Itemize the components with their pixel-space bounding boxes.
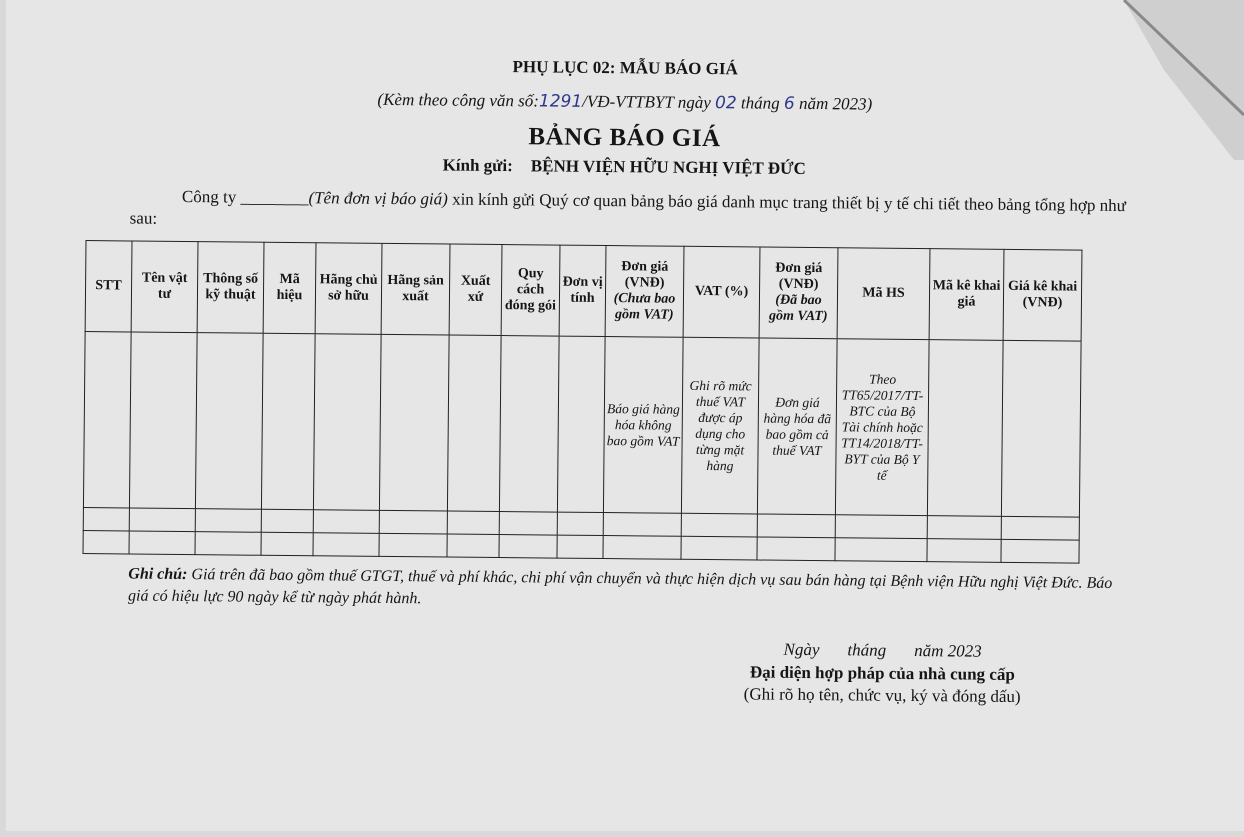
table-cell [1001,516,1079,540]
column-header [197,242,264,334]
column-header [131,241,198,333]
column-header-label: Thông số kỹ thuật [203,271,259,303]
column-header [837,248,930,340]
column-header [929,249,1004,341]
table-cell [499,512,557,536]
table-cell [447,534,499,557]
table-cell [379,533,447,557]
table-cell [927,539,1001,563]
table-cell [557,535,603,558]
table-cell [499,336,559,513]
column-header-label: Giá kê khai (VNĐ) [1007,278,1078,311]
column-header-label: Hãng sản xuất [387,272,444,305]
table-cell [447,335,501,511]
month-label: tháng [740,93,780,113]
table-cell [757,514,835,538]
column-header [605,246,684,338]
column-header-label: Đơn giá (VNĐ) [775,260,823,293]
column-header [315,243,382,335]
attachment-line [3,86,1244,118]
table-cell [195,333,263,510]
column-header [381,243,450,335]
table-cell [83,332,131,508]
column-header-label: STT [95,278,122,294]
column-header-label: Mã kê khai giá [932,278,1001,310]
table-cell [261,509,313,532]
table-cell [195,532,261,556]
table-cell [261,532,313,555]
footnote-text: Giá trên đã bao gồm thuế GTGT, thuế và phí khác, chi phí vận chuyển và thực hiện dịch vụ sau bán hàng tại Bệnh viện Hữu nghị Việt Đức. Báo giá có hiệu lực 90 ngày kể từ ngày phát hành. [128,566,1113,608]
attach-middle: /VĐ-VTTBYT ngày [582,91,711,113]
attach-prefix: (Kèm theo công văn số: [377,89,540,111]
signature-role: Đại diện hợp pháp của nhà cung cấp [749,662,1015,684]
intro-paragraph [130,185,1130,239]
column-header-label: VAT (%) [694,283,749,300]
table-cell [129,332,197,509]
recipient-label: Kính gửi: [442,155,513,176]
table-cell: Đơn giá hàng hóa đã bao gồm cả thuế VAT [757,338,837,515]
column-header [759,247,838,339]
recipient-name: BỆNH VIỆN HỮU NGHỊ VIỆT ĐỨC [530,156,806,178]
table-cell [313,533,379,557]
table-cell [499,535,557,559]
table-cell [83,531,129,554]
column-header-label: Mã HS [862,285,905,301]
table-cell: Báo giá hàng hóa không bao gồm VAT [603,337,683,514]
intro-text: xin kính gửi Quý cơ quan bảng báo giá danh mục trang thiết bị y tế chi tiết theo bảng tổng hợp như sau: [129,189,1126,228]
date-year: năm 2023 [914,641,982,661]
table-cell [681,513,757,537]
column-header-label: Tên vật tư [141,270,188,302]
column-header [263,242,316,333]
table-cell [129,508,195,532]
table-cell: Ghi rõ mức thuế VAT được áp dụng cho từng mặt hàng [681,337,759,514]
table-cell [261,333,315,509]
table-cell [129,531,195,555]
column-header-label: Đơn vị tính [562,274,603,306]
table-row [83,332,1081,518]
table-cell [379,334,449,511]
date-month: tháng [847,640,887,660]
column-header-label: Mã hiệu [276,271,303,304]
signature-hint: (Ghi rõ họ tên, chức vụ, ký và đóng dấu) [743,684,1021,707]
table-cell [927,340,1003,517]
intro-company: Công ty ________ [181,186,309,208]
column-header [501,245,560,337]
table-cell [83,508,129,531]
column-header-label: Hãng chủ sở hữu [319,272,378,304]
table-cell: Theo TT65/2017/TT-BTC của Bộ Tài chính hoặc TT14/2018/TT-BYT của Bộ Y tế [835,339,929,516]
column-header-sublabel: (Đã bao gồm VAT) [769,292,828,325]
table-cell [313,510,379,534]
table-cell [1001,340,1081,517]
handwritten-month: 6 [783,93,795,114]
handwritten-day: 02 [714,93,737,114]
quotation-table [82,240,1082,564]
intro-company-hint: (Tên đơn vị báo giá) [308,188,448,209]
table-cell [447,511,499,534]
table-cell [379,510,447,534]
table-cell [681,536,757,560]
column-header [1003,249,1082,341]
handwritten-doc-number: 1291 [538,91,583,112]
column-header-label: Xuất xứ [460,273,491,305]
date-day: Ngày [783,639,820,660]
main-title: BẢNG BÁO GIÁ [528,123,721,153]
table-cell [757,537,835,561]
table-cell [927,516,1001,540]
column-header-label: Đơn giá (VNĐ) [621,259,669,291]
table-cell [835,538,927,562]
signature-date [718,639,1048,662]
column-header-sublabel: (Chưa bao gồm VAT) [613,291,676,323]
table-cell [557,512,603,535]
table-cell [557,336,605,512]
table-cell [835,515,927,539]
table-cell [1001,539,1079,563]
column-header [85,241,132,332]
column-header [683,246,760,338]
attach-suffix: năm 2023) [798,93,873,114]
table-cell [195,509,261,533]
column-header [449,244,502,335]
column-header [559,245,606,336]
column-header-label: Quy cách đóng gói [504,266,556,314]
table-cell [603,536,681,560]
table-header-row [85,241,1082,342]
table-cell [313,334,381,511]
appendix-title: PHỤ LỤC 02: MẪU BÁO GIÁ [512,57,738,79]
footnote [128,563,1128,617]
table-cell [603,513,681,537]
footnote-label: Ghi chú: [128,565,188,584]
